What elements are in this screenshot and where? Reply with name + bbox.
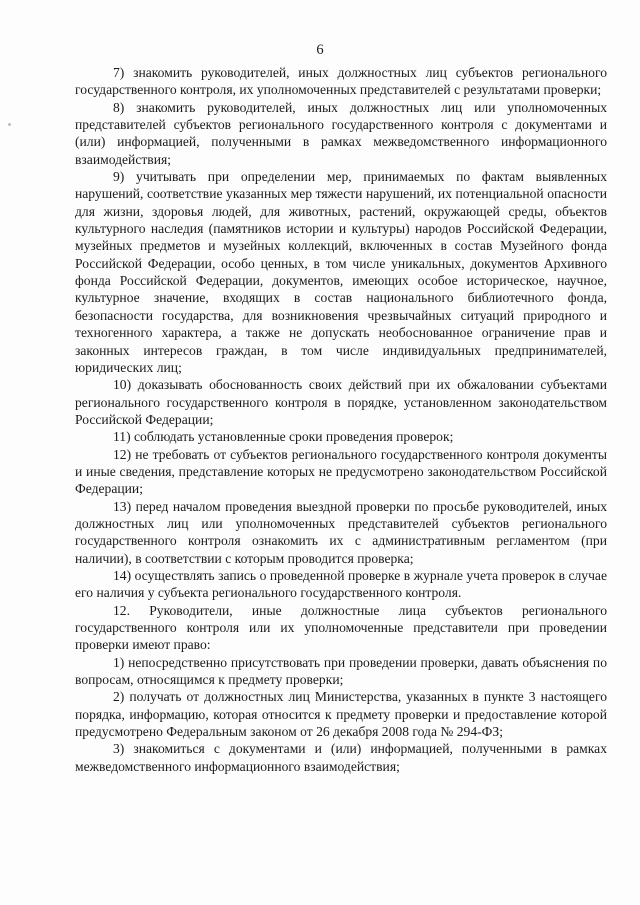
right-item-1: 1) непосредственно присутствовать при проведении проверки, давать объяснения по вопросам, относящимся к предмету проверки;	[75, 654, 607, 688]
paragraph-item-10: 10) доказывать обоснованность своих действий при их обжаловании субъектами регионального государственного контроля в порядке, установленном законодательством Российской Федерации;	[75, 377, 607, 427]
paragraph-item-9: 9) учитывать при определении мер, принимаемых по фактам выявленных нарушений, соответствие указанных мер тяжести нарушений, их потенциальной опасности для жизни, здоровья людей, для животных, растений, окружающей среды, объектов культурного наследия (памятников истории и культуры) народов Российской Федерации, музейных предметов и музейных коллекций, включенных в состав Музейного фонда Российской Федерации, особо ценных, в том числе уникальных, документов Архивного фонда Российской Федерации, документов, имеющих особое историческое, научное, культурное значение, входящих в состав национального библиотечного фонда, безопасности государства, для возникновения чрезвычайных ситуаций природного и техногенного характера, а также не допускать необоснованное ограничение прав и законных интересов граждан, в том числе индивидуальных предпринимателей, юридических лиц;	[75, 169, 607, 375]
scan-speck	[8, 123, 11, 126]
paragraph-item-14: 14) осуществлять запись о проведенной проверке в журнале учета проверок в случае его наличия у субъекта регионального государственного контроля.	[75, 567, 607, 601]
right-item-3: 3) знакомиться с документами и (или) информацией, полученными в рамках межведомственного информационного взаимодействия;	[75, 741, 607, 774]
right-item-2: 2) получать от должностных лиц Министерства, указанных в пункте 3 настоящего порядка, информацию, которая относится к предмету проверки и предоставление которой предусмотрено Федеральным законом от 26 декабря 2008 года № 294-ФЗ;	[75, 689, 607, 740]
section-12-heading: 12. Руководители, иные должностные лица субъектов регионального государственного контроля или их уполномоченные представители при проведении проверки имеют право:	[75, 602, 607, 653]
page-number: 6	[316, 42, 324, 58]
document-body	[75, 64, 607, 775]
paragraph-item-13: 13) перед началом проведения выездной проверки по просьбе руководителей, иных должностных лиц или уполномоченных представителей субъектов регионального государственного контроля ознакомить их с административным регламентом (при наличии), в соответствии с которым проводится проверка;	[75, 498, 607, 566]
paragraph-item-12: 12) не требовать от субъектов регионального государственного контроля документы и иные сведения, представление которых не предусмотрено законодательством Российской Федерации;	[75, 446, 607, 497]
paragraph-item-11: 11) соблюдать установленные сроки проведения проверок;	[113, 429, 454, 445]
paragraph-item-7: 7) знакомить руководителей, иных должностных лиц субъектов регионального государственного контроля, их уполномоченных представителей с результатами проверки;	[75, 65, 607, 98]
paragraph-item-8: 8) знакомить руководителей, иных должностных лиц или уполномоченных представителей субъектов регионального государственного контроля с документами и (или) информацией, полученными в рамках межведомственного информационного взаимодействия;	[75, 99, 607, 167]
